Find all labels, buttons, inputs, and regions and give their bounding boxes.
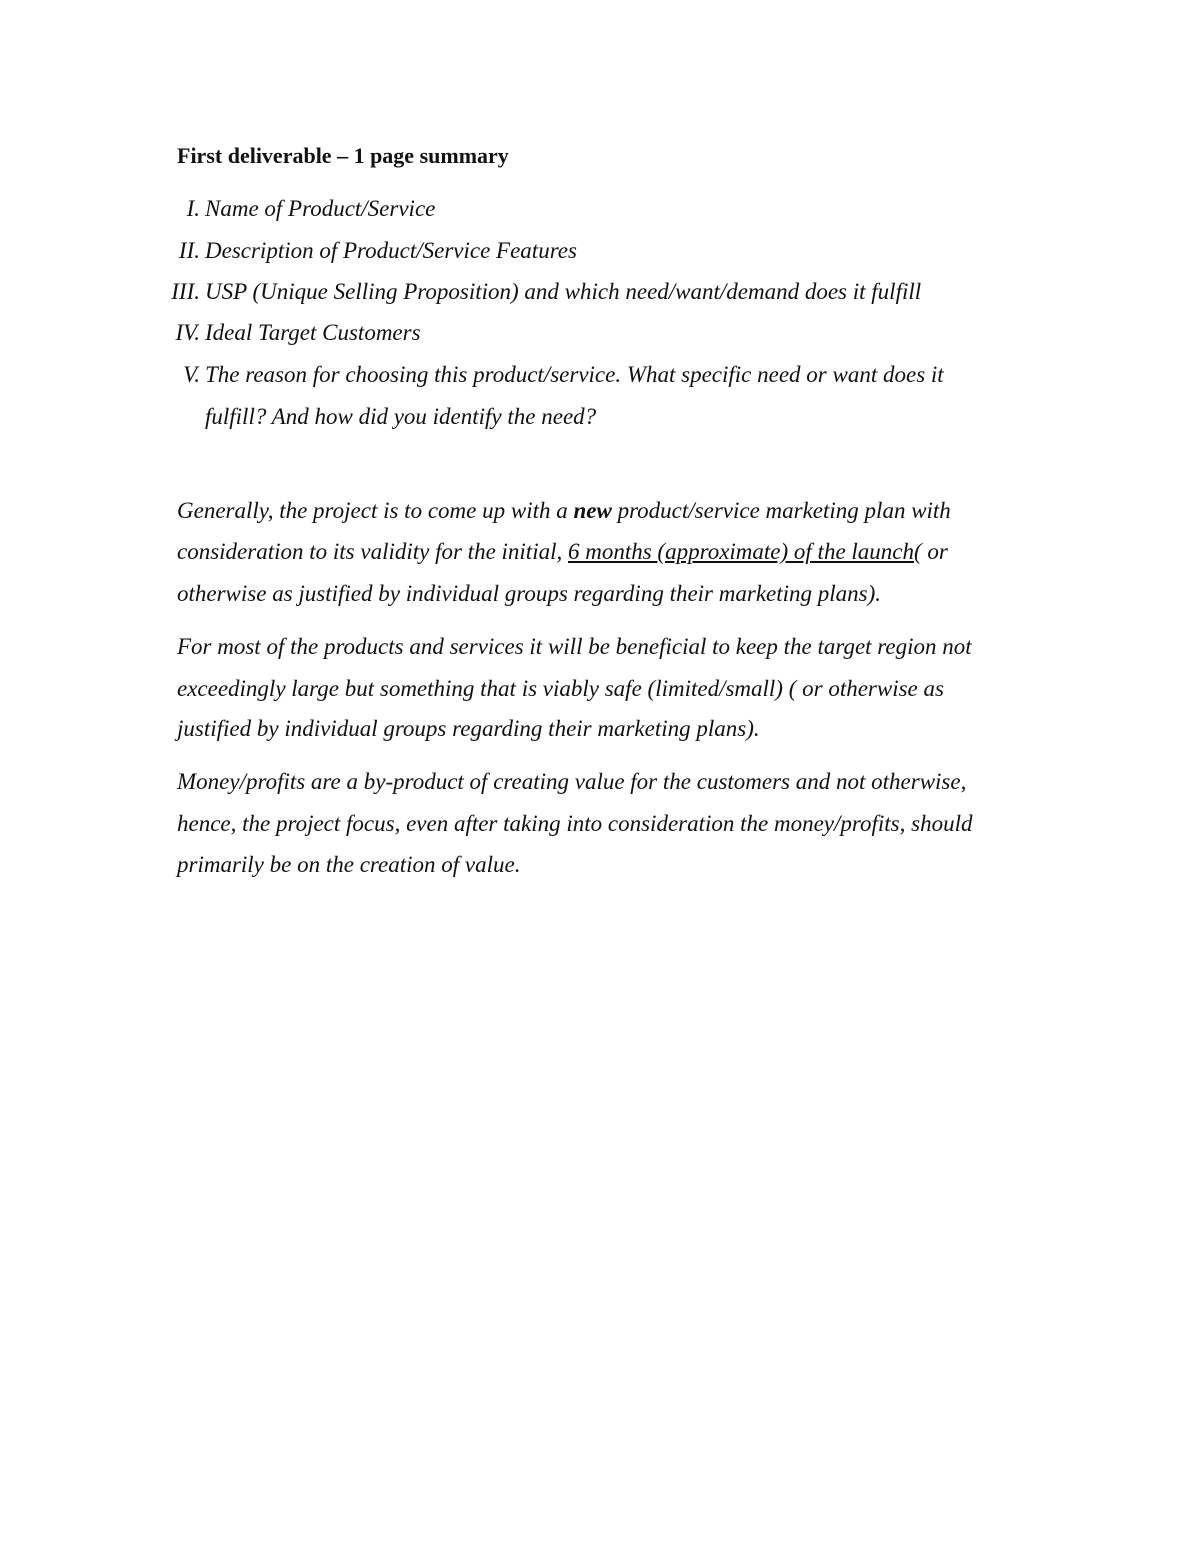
list-numeral: II. xyxy=(178,238,200,263)
underlined-text: 6 months (approximate) of the launch xyxy=(567,539,914,564)
text-span: Generally, the project is to come up with a xyxy=(177,498,574,523)
list-numeral: IV. xyxy=(175,320,200,345)
list-item-text: fulfill? And how did you identify the need? xyxy=(205,404,597,429)
paragraph-line: otherwise as justified by individual groups regarding their marketing plans). xyxy=(177,581,882,606)
paragraph-line: hence, the project focus, even after taking into consideration the money/profits, should xyxy=(177,811,973,836)
paragraph-line xyxy=(177,538,948,566)
paragraph-line: primarily be on the creation of value. xyxy=(177,852,521,877)
list-item-text: Name of Product/Service xyxy=(205,196,436,221)
paragraph-line: For most of the products and services it will be beneficial to keep the target region not xyxy=(177,634,972,659)
paragraph-line: justified by individual groups regarding their marketing plans). xyxy=(177,716,760,741)
list-numeral: III. xyxy=(171,279,200,304)
list-item-text: USP (Unique Selling Proposition) and which need/want/demand does it fulfill xyxy=(205,279,922,304)
paragraph-line: exceedingly large but something that is viably safe (limited/small) ( or otherwise as xyxy=(177,676,944,701)
list-item-text: The reason for choosing this product/service. What specific need or want does it xyxy=(205,362,944,387)
text-span: ( or xyxy=(914,539,948,564)
list-item-text: Ideal Target Customers xyxy=(205,320,421,345)
list-numeral: V. xyxy=(183,362,200,387)
paragraph-line: Money/profits are a by-product of creating value for the customers and not otherwise, xyxy=(177,769,967,794)
text-span: product/service marketing plan with xyxy=(611,498,951,523)
list-item-text: Description of Product/Service Features xyxy=(205,238,577,263)
text-span: consideration to its validity for the initial, xyxy=(177,539,568,564)
list-numeral: I. xyxy=(186,196,200,221)
document-title: First deliverable – 1 page summary xyxy=(177,143,509,168)
paragraph-line xyxy=(177,497,951,525)
bold-text: new xyxy=(573,498,612,523)
